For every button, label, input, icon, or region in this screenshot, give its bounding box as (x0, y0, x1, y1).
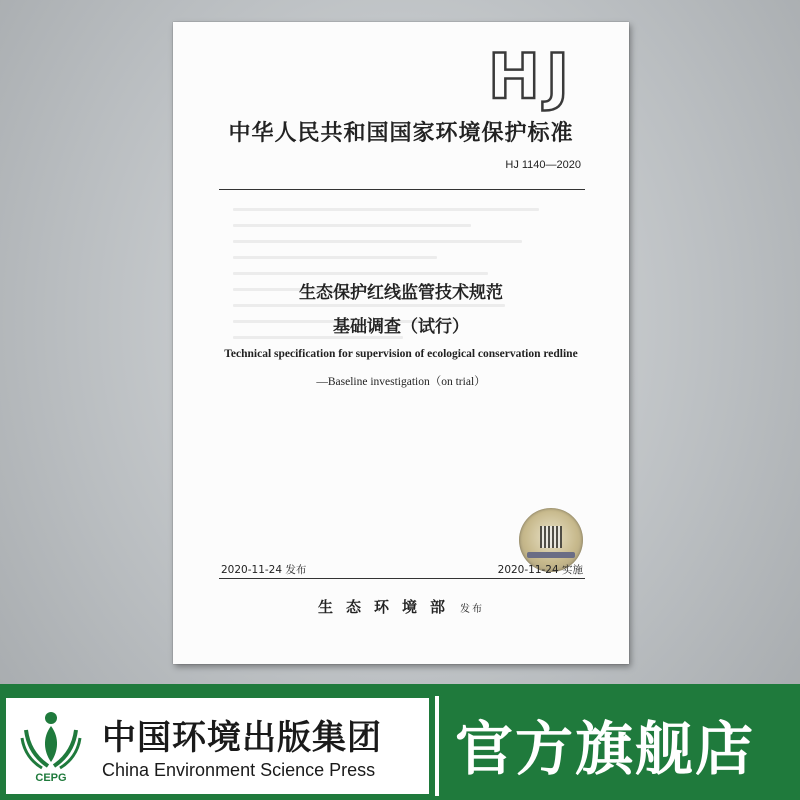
implement-date: 2020-11-24 实施 (497, 564, 583, 576)
cepg-logo-icon (18, 708, 84, 784)
banner-divider (435, 696, 439, 796)
publisher-name-cn: 中国环境出版集团 (102, 718, 382, 758)
publisher-panel (6, 698, 429, 794)
bottom-rule (219, 578, 585, 579)
store-label: 官方旗舰店 (455, 715, 756, 783)
subtitle-cn: 基础调查（试行） (333, 317, 469, 337)
standard-title: 中华人民共和国国家环境保护标准 (228, 121, 574, 146)
release-date: 2020-11-24 发布 (221, 564, 307, 576)
standard-cover (173, 22, 629, 664)
issuer-name: 生态环境部 (317, 598, 458, 616)
publisher-name-en: China Environment Science Press (102, 760, 376, 780)
title-cn: 生态保护红线监管技术规范 (299, 283, 503, 303)
title-en: Technical specification for supervision of ecological conservation redline (224, 348, 578, 360)
issuer (173, 596, 629, 617)
logo-text: CEPG (35, 772, 67, 784)
qr-code-icon (540, 526, 562, 548)
store-banner (0, 684, 800, 800)
series-mark: HJ (488, 40, 575, 113)
issuer-tag: 发布 (460, 604, 484, 615)
top-rule (219, 189, 585, 190)
subtitle-en: —Baseline investigation（on trial） (316, 376, 486, 388)
standard-code: HJ 1140—2020 (505, 159, 581, 171)
